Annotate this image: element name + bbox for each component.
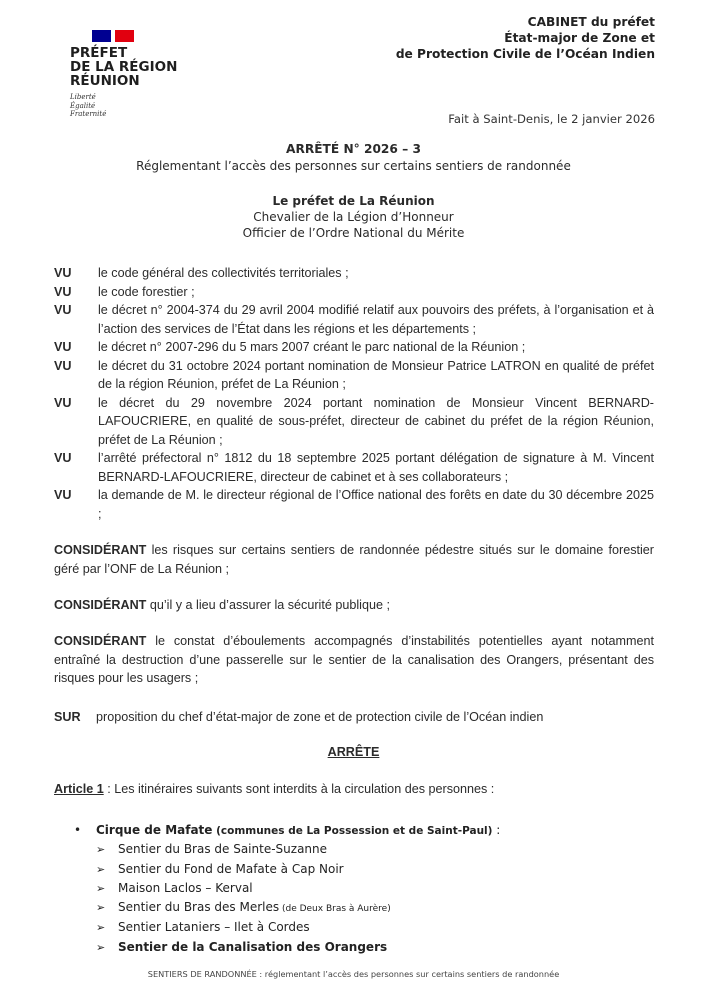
- vu-text: le décret du 31 octobre 2024 portant nomination de Monsieur Patrice LATRON en qualité de préfet de la région Réunion, préfet de La Réunion ;: [98, 358, 654, 391]
- trail-name: Sentier Lataniers – Ilet à Cordes: [118, 920, 310, 935]
- logo-title-line: PRÉFET: [70, 45, 128, 61]
- trail-item: [74, 918, 500, 937]
- vu-label: VU: [54, 303, 72, 317]
- vu-item: [54, 394, 654, 450]
- motto-line: Égalité: [70, 101, 96, 110]
- vu-item: [54, 486, 654, 523]
- motto-line: Liberté: [70, 93, 96, 101]
- trail-group-suffix: :: [492, 823, 501, 837]
- vu-text: le code forestier ;: [98, 284, 195, 299]
- trail-item: [74, 898, 500, 918]
- flag-red-band: [115, 30, 134, 42]
- office-line: CABINET du préfet: [527, 15, 655, 29]
- article-text: : Les itinéraires suivants sont interdits à la circulation des personnes :: [103, 782, 495, 796]
- arrow-bullet-icon: ➢: [96, 881, 106, 895]
- vu-item: [54, 357, 654, 394]
- vu-item: [54, 449, 654, 486]
- arrow-bullet-icon: ➢: [96, 901, 106, 915]
- trail-item: [74, 938, 500, 957]
- issuing-office: [396, 14, 655, 62]
- vu-text: le décret du 29 novembre 2024 portant nomination de Monsieur Vincent BERNARD-LAFOUCRIERE, en qualité de sous-préfet, directeur de cabinet du préfet de la région Réunion, préfet de La Réunion ;: [98, 395, 654, 447]
- vu-text: le code général des collectivités territoriales ;: [98, 266, 349, 280]
- arrow-bullet-icon: ➢: [96, 940, 106, 954]
- motto-line: Fraternité: [70, 110, 107, 118]
- arrete-heading: ARRÊTE: [327, 745, 380, 759]
- arrow-bullet-icon: ➢: [96, 843, 106, 857]
- logo-title-line: DE LA RÉGION: [70, 59, 178, 75]
- trail-name: Sentier du Bras des Merles: [118, 900, 280, 915]
- vu-label: VU: [54, 358, 72, 373]
- considerant-text: les risques sur certains sentiers de randonnée pédestre situés sur le domaine forestier géré par l’ONF de La Réunion ;: [54, 543, 654, 576]
- arrete-number: ARRÊTÉ N° 2026 – 3: [286, 142, 421, 156]
- prefet-distinction: Officier de l’Ordre National du Mérite: [242, 226, 465, 240]
- trail-item: [74, 879, 500, 898]
- flag-blue-band: [92, 30, 111, 42]
- logo-motto: [70, 93, 106, 119]
- article-1: [54, 780, 674, 799]
- vu-item: [54, 338, 654, 357]
- considerant-paragraph: [54, 541, 654, 578]
- trail-name: Sentier du Bras de Sainte-Suzanne: [118, 842, 328, 857]
- bullet-icon: •: [74, 823, 82, 837]
- arrow-bullet-icon: ➢: [96, 921, 106, 935]
- sur-paragraph: [54, 708, 674, 727]
- sur-label: SUR: [54, 710, 81, 724]
- trail-name: Maison Laclos – Kerval: [118, 880, 253, 895]
- prefet-title: Le préfet de La Réunion: [272, 194, 435, 208]
- vu-label: VU: [54, 266, 72, 280]
- vu-label: VU: [54, 284, 72, 299]
- office-line: État-major de Zone et: [504, 31, 655, 45]
- sur-text: proposition du chef d’état-major de zone et de protection civile de l’Océan indien: [96, 710, 544, 724]
- vu-list: [54, 264, 654, 523]
- vu-label: VU: [54, 488, 72, 502]
- considerant-label: CONSIDÉRANT: [54, 598, 147, 612]
- vu-text: le décret n° 2004-374 du 29 avril 2004 modifié relatif aux pouvoirs des préfets, à l’organisation et à l’action des services de l’État dans les régions et les départements ;: [98, 303, 654, 336]
- office-line: de Protection Civile de l’Océan Indien: [395, 47, 655, 61]
- vu-item: [54, 301, 654, 338]
- trail-group-name: Cirque de Mafate: [96, 823, 213, 837]
- vu-label: VU: [54, 451, 72, 465]
- trail-group-communes: (communes de La Possession et de Saint-Paul): [212, 825, 493, 837]
- page-footer: SENTIERS DE RANDONNÉE : réglementant l’accès des personnes sur certains sentiers de randonnée: [147, 969, 560, 979]
- vu-text: l’arrêté préfectoral n° 1812 du 18 septembre 2025 portant délégation de signature à M. Vincent BERNARD-LAFOUCRIERE, directeur de cabinet et à ses collaborateurs ;: [98, 451, 654, 484]
- logo-title-line: RÉUNION: [70, 73, 140, 89]
- vu-label: VU: [54, 340, 72, 354]
- trail-group-mafate: [74, 821, 500, 957]
- vu-text: la demande de M. le directeur régional de l’Office national des forêts en date du 30 décembre 2025 ;: [98, 488, 654, 521]
- arrow-bullet-icon: ➢: [96, 862, 106, 876]
- trail-name: Sentier de la Canalisation des Orangers: [118, 939, 388, 954]
- trail-item: [74, 860, 500, 879]
- logo-title: [70, 46, 177, 88]
- trail-note: (de Deux Bras à Aurère): [279, 904, 391, 915]
- vu-item: [54, 283, 654, 302]
- considerant-text: le constat d’éboulements accompagnés d’instabilités potentielles ayant notamment entraîné la destruction d’une passerelle sur le sentier de la canalisation des Orangers, présentant des risques pour les usagers ;: [54, 634, 654, 685]
- vu-item: [54, 264, 654, 283]
- considerant-label: CONSIDÉRANT: [54, 543, 147, 557]
- prefet-distinction: Chevalier de la Légion d’Honneur: [253, 210, 454, 224]
- vu-text: le décret n° 2007-296 du 5 mars 2007 créant le parc national de la Réunion ;: [98, 340, 526, 354]
- document-date: Fait à Saint-Denis, le 2 janvier 2026: [448, 112, 655, 126]
- article-label: Article 1: [54, 782, 104, 796]
- trail-group-header: [74, 821, 500, 840]
- trail-name: Sentier du Fond de Mafate à Cap Noir: [118, 861, 344, 876]
- vu-label: VU: [54, 395, 72, 410]
- trail-item: [74, 840, 500, 859]
- arrete-subtitle: Réglementant l’accès des personnes sur certains sentiers de randonnée: [136, 159, 571, 173]
- considerant-paragraph: [54, 596, 654, 615]
- considerant-paragraph: [54, 632, 654, 688]
- marianne-flag-icon: [92, 30, 134, 42]
- considerant-label: CONSIDÉRANT: [54, 634, 147, 648]
- considerant-text: qu’il y a lieu d’assurer la sécurité publique ;: [146, 598, 390, 612]
